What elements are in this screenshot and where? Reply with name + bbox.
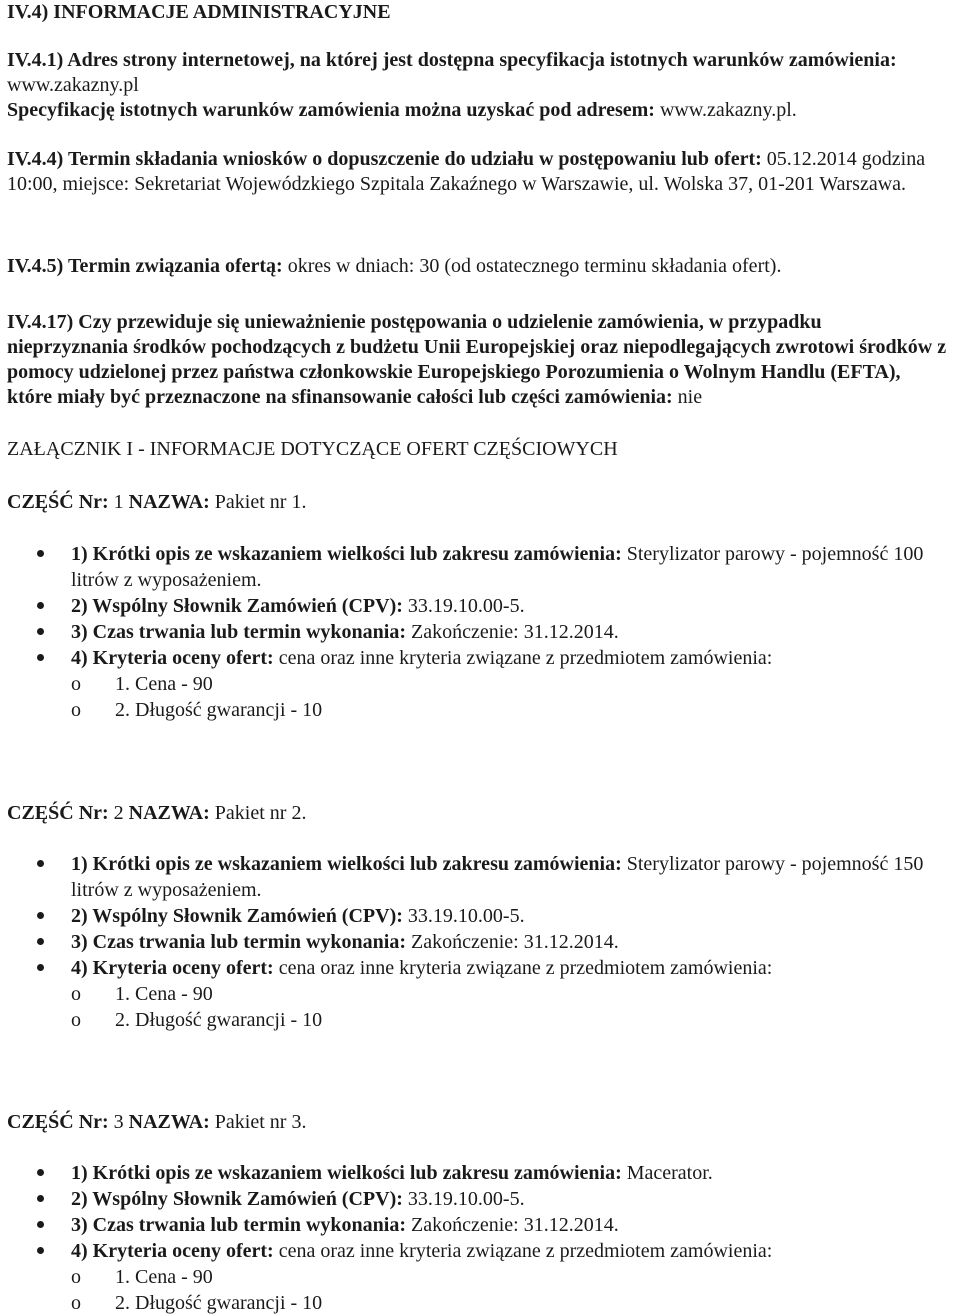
part-details-list <box>7 1160 952 1316</box>
spec-source-label: Specyfikację istotnych warunków zamówienia można uzyskać pod adresem: <box>7 99 655 121</box>
item-value: 33.19.10.00-5. <box>407 1188 525 1210</box>
criteria-list <box>71 981 952 1033</box>
part-number: 2 <box>113 802 124 824</box>
item-value: Sterylizator parowy - pojemność 100 litrów z wyposażeniem. <box>71 543 924 591</box>
item-label: 3) Czas trwania lub termin wykonania: <box>71 1214 407 1236</box>
list-item <box>7 851 952 903</box>
part-details-list <box>7 541 952 723</box>
cancellation-label: IV.4.17) Czy przewiduje się unieważnienie postępowania o udzielenie zamówienia, w przypadku nieprzyznania środków pochodzących z budżetu Unii Europejskiej oraz niepodlegających zwrotowi środków z pomocy udzielonej przez państwa członkowskie Europejskiego Porozumienia o Wolnym Handlu (EFTA), które miały być przeznaczone na sfinansowanie całości lub części zamówienia: <box>7 311 947 408</box>
list-item <box>7 1212 952 1238</box>
circle-bullet-icon: o <box>71 1292 81 1314</box>
item-value: Macerator. <box>626 1162 713 1184</box>
list-item <box>7 955 952 1033</box>
item-label: 4) Kryteria oceny ofert: <box>71 1240 274 1262</box>
item-value: cena oraz inne kryteria związane z przedmiotem zamówienia: <box>278 647 773 669</box>
offer-binding-value: okres w dniach: 30 (od ostatecznego terminu składania ofert). <box>287 255 782 277</box>
bullet-icon <box>37 912 44 919</box>
section-title: IV.4) INFORMACJE ADMINISTRACYJNE <box>7 1 391 23</box>
part-name: Pakiet nr 3. <box>214 1111 307 1133</box>
part-heading <box>7 1110 947 1135</box>
criteria-item: o 1. Cena - 90 <box>71 1266 213 1288</box>
spec-source-value[interactable]: www.zakazny.pl. <box>659 99 797 121</box>
list-item <box>7 929 952 955</box>
criteria-item: o 1. Cena - 90 <box>71 673 213 695</box>
item-value: cena oraz inne kryteria związane z przedmiotem zamówienia: <box>278 957 773 979</box>
item-value: Zakończenie: 31.12.2014. <box>411 931 619 953</box>
bullet-icon <box>37 964 44 971</box>
part-name-label: NAZWA: <box>128 802 210 824</box>
list-item <box>7 1238 952 1316</box>
circle-bullet-icon: o <box>71 1266 81 1288</box>
criteria-item: o 2. Długość gwarancji - 10 <box>71 699 323 721</box>
part-name: Pakiet nr 2. <box>214 802 307 824</box>
item-value: 33.19.10.00-5. <box>407 595 525 617</box>
item-label: 3) Czas trwania lub termin wykonania: <box>71 931 407 953</box>
item-label: 2) Wspólny Słownik Zamówień (CPV): <box>71 905 403 927</box>
paragraph-submission-deadline <box>7 147 947 197</box>
bullet-icon <box>37 1169 44 1176</box>
part-number: 3 <box>113 1111 124 1133</box>
item-label: 1) Krótki opis ze wskazaniem wielkości lub zakresu zamówienia: <box>71 1162 622 1184</box>
list-item <box>7 1186 952 1212</box>
bullet-icon <box>37 1221 44 1228</box>
bullet-icon <box>37 628 44 635</box>
list-item <box>7 619 952 645</box>
bullet-icon <box>37 938 44 945</box>
part-label: CZĘŚĆ Nr: <box>7 1111 109 1133</box>
criteria-item: o 2. Długość gwarancji - 10 <box>71 1009 323 1031</box>
bullet-icon <box>37 654 44 661</box>
list-item <box>7 903 952 929</box>
bullet-icon <box>37 860 44 867</box>
website-label: IV.4.1) Adres strony internetowej, na której jest dostępna specyfikacja istotnych warunków zamówienia: <box>7 49 897 71</box>
criteria-item: o 2. Długość gwarancji - 10 <box>71 1292 323 1314</box>
item-label: 4) Kryteria oceny ofert: <box>71 647 274 669</box>
list-item <box>7 541 952 593</box>
item-value: Zakończenie: 31.12.2014. <box>411 621 619 643</box>
paragraph-offer-binding <box>7 254 947 279</box>
part-name-label: NAZWA: <box>128 491 210 513</box>
part-name-label: NAZWA: <box>128 1111 210 1133</box>
item-value: 33.19.10.00-5. <box>407 905 525 927</box>
circle-bullet-icon: o <box>71 673 81 695</box>
list-item <box>7 645 952 723</box>
paragraph-cancellation <box>7 310 947 410</box>
item-label: 2) Wspólny Słownik Zamówień (CPV): <box>71 1188 403 1210</box>
criteria-list <box>71 1264 952 1316</box>
bullet-icon <box>37 1247 44 1254</box>
circle-bullet-icon: o <box>71 983 81 1005</box>
bullet-icon <box>37 1195 44 1202</box>
item-value: cena oraz inne kryteria związane z przedmiotem zamówienia: <box>278 1240 773 1262</box>
offer-binding-label: IV.4.5) Termin związania ofertą: <box>7 255 283 277</box>
list-item <box>7 1160 952 1186</box>
item-label: 1) Krótki opis ze wskazaniem wielkości lub zakresu zamówienia: <box>71 853 622 875</box>
annex-title: ZAŁĄCZNIK I - INFORMACJE DOTYCZĄCE OFERT CZĘŚCIOWYCH <box>7 438 618 460</box>
bullet-icon <box>37 602 44 609</box>
circle-bullet-icon: o <box>71 699 81 721</box>
criteria-list <box>71 671 952 723</box>
website-value[interactable]: www.zakazny.pl <box>7 74 139 96</box>
cancellation-value: nie <box>677 386 703 408</box>
item-label: 1) Krótki opis ze wskazaniem wielkości lub zakresu zamówienia: <box>71 543 622 565</box>
paragraph-website-address <box>7 48 947 123</box>
circle-bullet-icon: o <box>71 1009 81 1031</box>
part-name: Pakiet nr 1. <box>214 491 307 513</box>
item-value: Zakończenie: 31.12.2014. <box>411 1214 619 1236</box>
part-heading <box>7 801 947 826</box>
item-value: Sterylizator parowy - pojemność 150 litrów z wyposażeniem. <box>71 853 924 901</box>
part-details-list <box>7 851 952 1033</box>
part-heading <box>7 490 947 515</box>
submission-deadline-label: IV.4.4) Termin składania wniosków o dopuszczenie do udziału w postępowaniu lub ofert: <box>7 148 762 170</box>
item-label: 3) Czas trwania lub termin wykonania: <box>71 621 407 643</box>
part-label: CZĘŚĆ Nr: <box>7 802 109 824</box>
submission-deadline-value: 05.12.2014 godzina 10:00, miejsce: Sekretariat Wojewódzkiego Szpitala Zakaźnego w Warszawie, ul. Wolska 37, 01-201 Warszawa. <box>7 148 926 195</box>
part-label: CZĘŚĆ Nr: <box>7 491 109 513</box>
part-number: 1 <box>113 491 124 513</box>
bullet-icon <box>37 550 44 557</box>
item-label: 2) Wspólny Słownik Zamówień (CPV): <box>71 595 403 617</box>
criteria-item: o 1. Cena - 90 <box>71 983 213 1005</box>
list-item <box>7 593 952 619</box>
item-label: 4) Kryteria oceny ofert: <box>71 957 274 979</box>
